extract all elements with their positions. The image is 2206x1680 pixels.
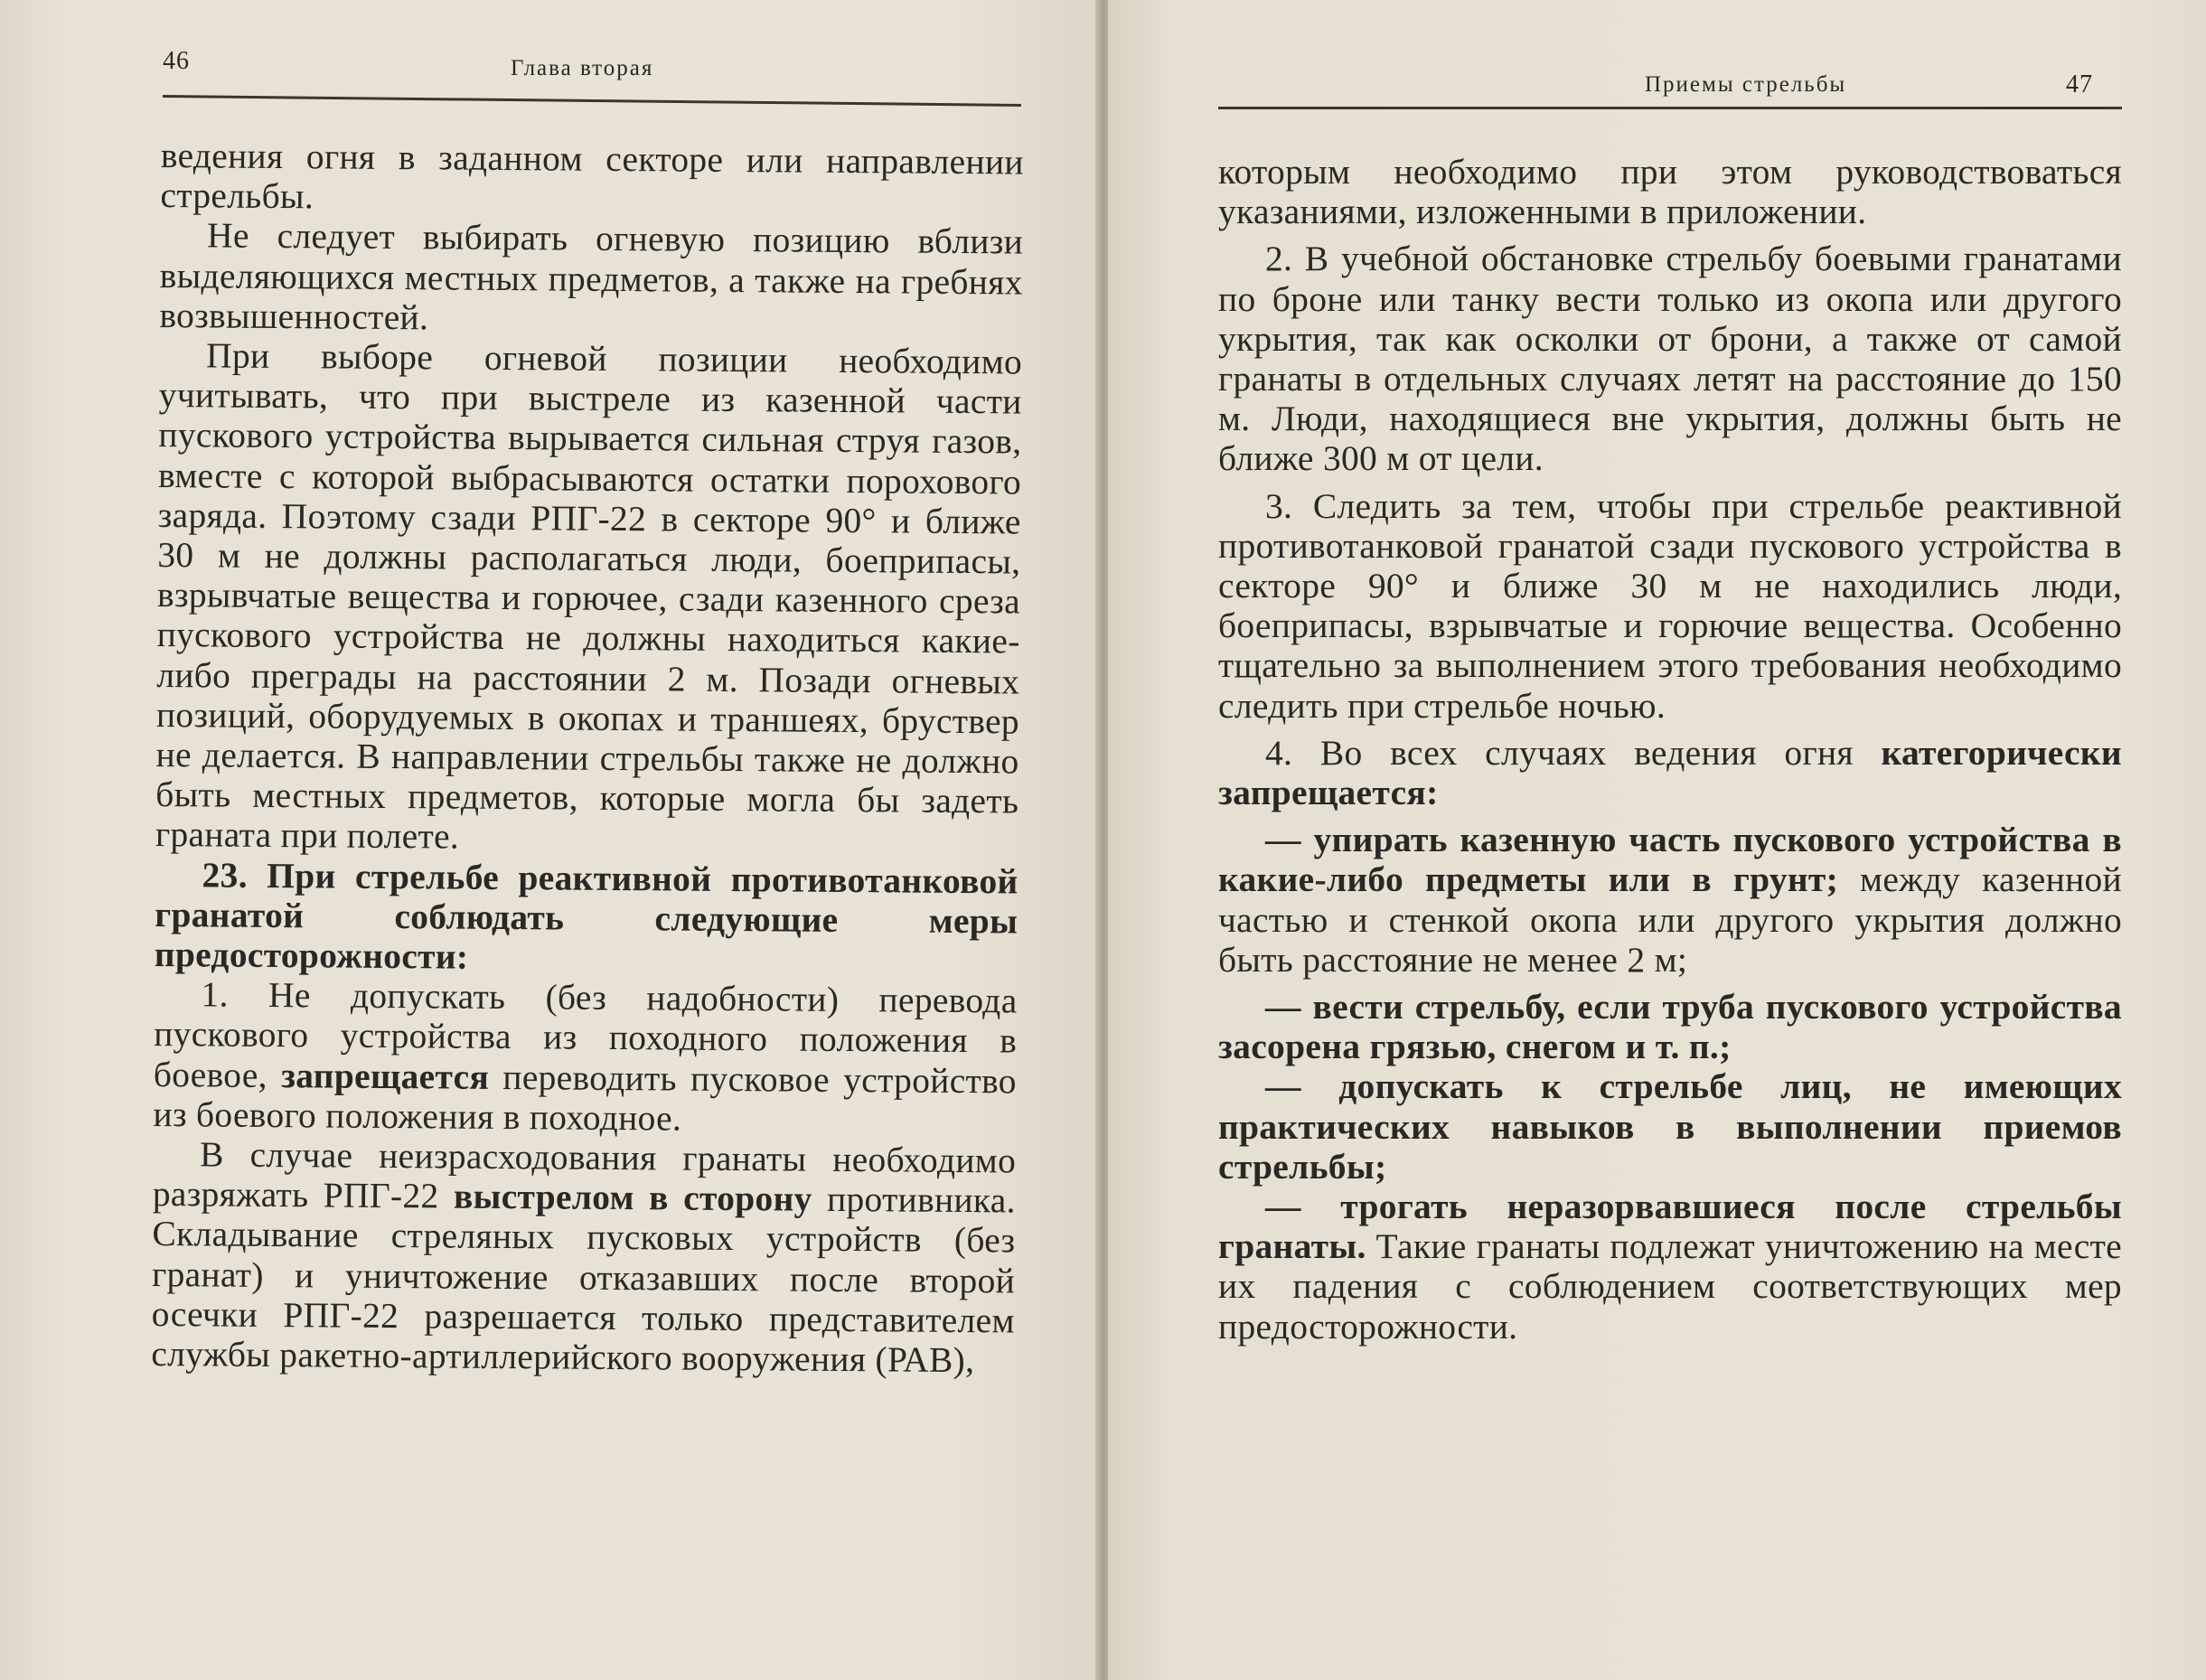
item-2: 2. В учебной обстановке стрельбу боевыми гранатами по броне или танку вести только из окопа или другого укрытия, так как осколки от брони, а также от самой гранаты в отдельных случаях летят на расстояние до 150 м. Люди, находящиеся вне укрытия, должны быть не ближе 300 м от цели. [1218,239,2122,479]
right-page-body [1218,152,2122,1354]
paragraph: ведения огня в заданном секторе или направлении стрельбы. [160,136,1024,217]
item-4-bold: категорически запрещается: [1218,732,2122,813]
right-running-head: Приемы стрельбы [1645,72,1847,97]
paragraph: При выборе огневой позиции необходимо учитывать, что при выстреле из казенной части пускового устройства вырывается сильная струя газов, вместе с которой выбрасываются остатки порохового заряда. Поэтому сзади РПГ-22 в секторе 90° и ближе 30 м не должны располагаться люди, боеприпасы, взрывчатые вещества и горючее, сзади казенного среза пускового устройства не должны находиться какие-либо преграды на расстоянии 2 м. Позади огневых позиций, оборудуемых в окопах и траншеях, бруствер не делается. В направлении стрельбы также не должно быть местных предметов, которые могла бы задеть граната при полете. [155,335,1023,858]
section-23-heading [155,855,1019,981]
prohibition-3-bold: — допускать к стрельбе лиц, не имеющих практических навыков в выполнении приемов стрельбы; [1218,1066,2122,1187]
item-3: 3. Следить за тем, чтобы при стрельбе реактивной противотанковой гранатой сзади пускового устройства в секторе 90° и ближе 30 м не находились люди, боеприпасы, взрывчатые и горючие вещества. Особенно тщательно за выполнением этого требования необходимо следить при стрельбе ночью. [1218,485,2122,726]
left-running-head: Глава вторая [511,56,654,80]
prohibition-2-bold: — вести стрельбу, если труба пускового устройства засорена грязью, снегом и т. п.; [1218,987,2122,1067]
prohibition-3 [1218,1066,2122,1187]
unused-bold: выстрелом в сторону [453,1176,812,1219]
unused-text: В случае неизрасходования гранаты необходимо разряжать РПГ-22 [152,1134,1017,1216]
prohibition-1-text: между казенной частью и стенкой окопа или другого укрытия должно быть расстояние не менее 2 м; [1218,859,2122,980]
unused-grenade-paragraph [151,1134,1016,1381]
left-page-number: 46 [163,47,190,75]
prohibition-4-text: Такие гранаты подлежат уничтожению на месте их падения с соблюдением соответствующих мер предосторожности. [1218,1226,2122,1347]
unused-text-end: противника. Складывание стреляных пусковых устройств (без гранат) и уничтожение отказавших после второй осечки РПГ-22 разрешается только представителем службы ракетно-артиллерийского вооружения (РАВ), [151,1178,1016,1381]
item-4-text: 4. Во всех случаях ведения огня [1265,732,1882,773]
right-header-rule [1218,107,2122,109]
left-page [0,0,1101,1680]
right-page-header [1218,70,2122,125]
item-1 [153,974,1017,1140]
left-page-header [163,45,1021,99]
prohibition-1-bold: — упирать казенную часть пускового устройства в какие-либо предметы или в грунт; [1218,820,2122,900]
prohibition-1 [1218,820,2122,980]
item-1-bold: запрещается [280,1055,490,1097]
prohibition-4 [1218,1187,2122,1347]
item-4 [1218,733,2122,812]
right-page-number: 47 [2066,70,2093,99]
prohibition-2 [1218,987,2122,1066]
section-23-heading-text: 23. При стрельбе реактивной противотанковой гранатой соблюдать следующие меры предосторожности: [154,855,1019,977]
left-page-body [151,136,1024,1381]
item-1-text-end: переводить пусковое устройство из боевого положения в походное. [153,1056,1017,1139]
right-page [1108,0,2206,1680]
item-1-text: 1. Не допускать (без надобности) перевода пускового устройства из походного положения в боевое, [153,974,1018,1095]
paragraph: Не следует выбирать огневую позицию вблизи выделяющихся местных предметов, а также на гребнях возвышенностей. [159,215,1024,338]
prohibition-4-bold: — трогать неразорвавшиеся после стрельбы гранаты. [1218,1187,2122,1267]
continuation-paragraph: которым необходимо при этом руководствоваться указаниями, изложенными в приложении. [1218,152,2122,232]
